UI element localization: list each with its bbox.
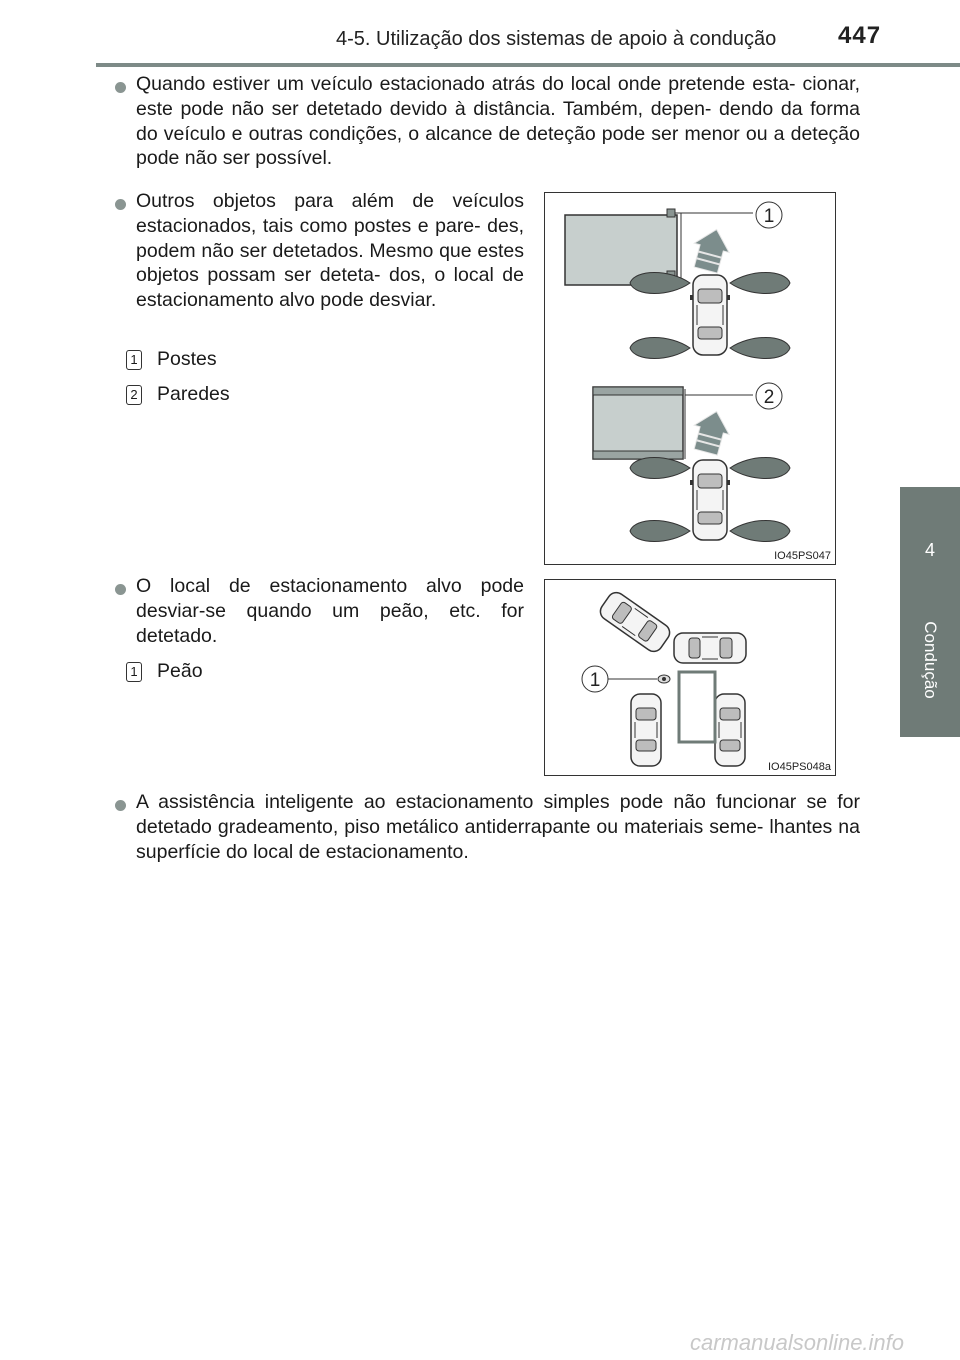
paragraph-rear-vehicle: Quando estiver um veículo estacionado atrás do local onde pretende esta- cionar, este pode não ser detetado devido à distância. Também, depen- dendo da forma do veículo e outras condições, o alcance de deteção pode ser menor ou a deteção pode não ser possível.: [136, 73, 860, 170]
callout-1: 1: [763, 206, 775, 227]
target-parking-space: [679, 672, 715, 742]
legend-number: 1: [126, 350, 142, 370]
paragraph-other-objects: Outros objetos para além de veículos estacionados, tais como postes e pare- des, podem não ser detetados. Mesmo que estes objetos possam ser deteta- dos, o local de estacionamento alvo pode desviar.: [136, 190, 524, 312]
watermark: carmanualsonline.info: [690, 1330, 905, 1355]
pole: [667, 209, 675, 217]
figure-code: IO45PS048a: [768, 761, 831, 773]
legend-number: 1: [126, 662, 142, 682]
bullet-icon: [115, 199, 126, 210]
header-rule: [96, 63, 960, 67]
callout-1: 1: [589, 670, 601, 691]
bullet-icon: [115, 584, 126, 595]
paragraph-pedestrian: O local de estacionamento alvo pode desviar-se quando um peão, etc. for detetado.: [136, 575, 524, 647]
legend-label: Paredes: [157, 383, 230, 405]
legend-label: Peão: [157, 660, 203, 682]
wall: [593, 387, 683, 459]
figure-poles-walls: [544, 192, 836, 565]
figure-pedestrian: [544, 579, 836, 776]
legend-number: 2: [126, 385, 142, 405]
paragraph-surface-materials: A assistência inteligente ao estacionamento simples pode não funcionar se for detetado gradeamento, piso metálico antiderrapante ou materiais seme- lhantes na superfície do local de estacionamento.: [136, 791, 860, 863]
bullet-icon: [115, 82, 126, 93]
pedestrian-icon: [658, 675, 670, 683]
figure-code: IO45PS047: [774, 550, 831, 562]
legend-label: Postes: [157, 348, 217, 370]
callout-2: 2: [763, 387, 775, 408]
section-title: 4-5. Utilização dos sistemas de apoio à condução: [336, 28, 777, 50]
chapter-number: 4: [924, 540, 935, 560]
page-number: 447: [838, 22, 882, 49]
chapter-label: Condução: [921, 621, 940, 699]
bullet-icon: [115, 800, 126, 811]
